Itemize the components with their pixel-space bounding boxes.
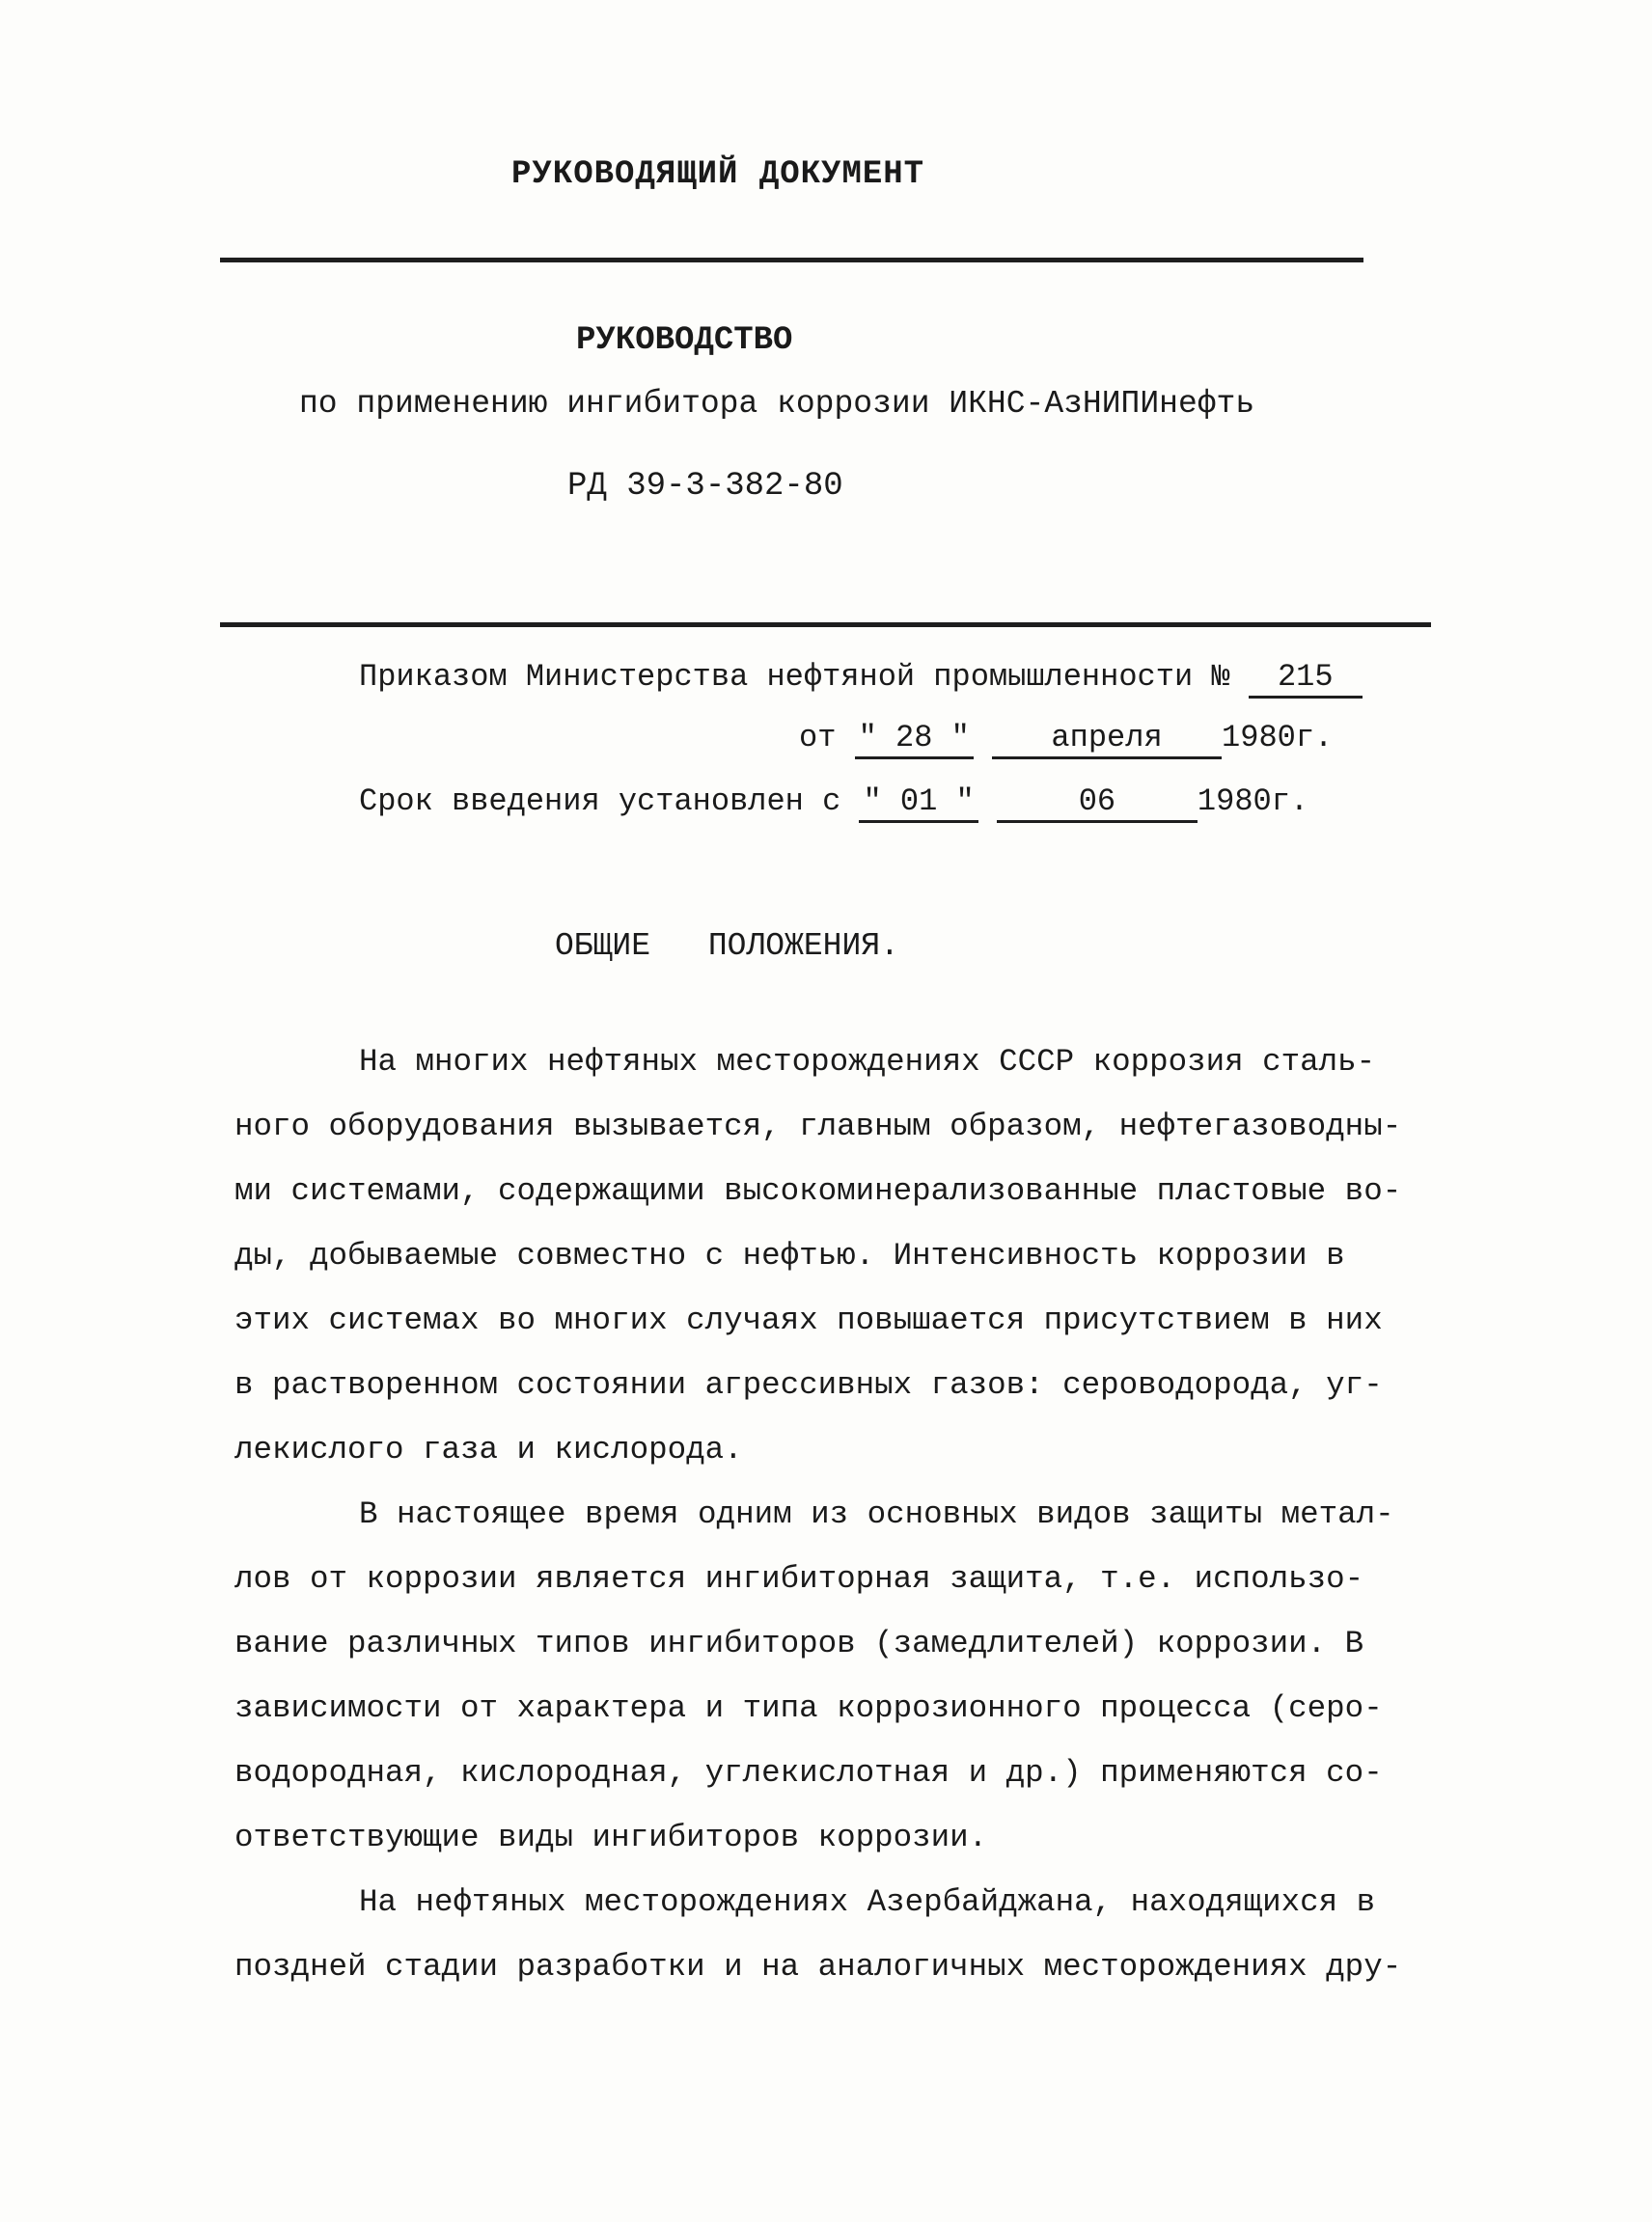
body-line: ного оборудования вызывается, главным образом, нефтегазоводны- [234,1109,1402,1144]
document-type-heading: РУКОВОДЯЩИЙ ДОКУМЕНТ [511,156,925,193]
guide-subtitle: по применению ингибитора коррозии ИКНС-АзНИПИнефть [299,386,1255,422]
order-date-year: 1980г. [1222,720,1334,755]
effective-day: " 01 " [859,784,977,823]
body-line: в растворенном состоянии агрессивных газов: сероводорода, уг- [234,1367,1383,1403]
document-code: РД 39-3-382-80 [567,468,843,505]
order-prefix: Приказом Министерства нефтяной промышленности № [359,659,1230,695]
body-line: В настоящее время одним из основных видов защиты метал- [359,1496,1394,1532]
guide-title: РУКОВОДСТВО [576,322,793,359]
body-line: вание различных типов ингибиторов (замедлителей) коррозии. В [234,1626,1364,1661]
body-line: этих системах во многих случаях повышается присутствием в них [234,1303,1383,1338]
order-line [359,659,1363,699]
effective-year: 1980г. [1197,783,1309,819]
body-line: водородная, кислородная, углекислотная и др.) применяются со- [234,1755,1383,1791]
order-date-prefix: от [799,720,837,755]
order-date-line [799,720,1333,759]
body-line: поздней стадии разработки и на аналогичных месторождениях дру- [234,1949,1402,1985]
order-date-month: апреля [992,721,1222,759]
effective-date-line [359,783,1308,823]
body-line: лекислого газа и кислорода. [234,1432,743,1468]
effective-month: 06 [997,784,1198,823]
order-date-day: " 28 " [855,721,974,759]
body-line: На нефтяных месторождениях Азербайджана, находящихся в [359,1884,1376,1920]
effective-prefix: Срок введения установлен с [359,783,841,819]
body-line: зависимости от характера и типа коррозионного процесса (серо- [234,1690,1383,1726]
section-heading: ОБЩИЕ ПОЛОЖЕНИЯ. [555,928,899,964]
top-divider [220,258,1363,262]
second-divider [220,622,1431,627]
body-line: ответствующие виды ингибиторов коррозии. [234,1820,988,1855]
body-line: лов от коррозии является ингибиторная защита, т.е. использо- [234,1561,1364,1597]
body-line: ды, добываемые совместно с нефтью. Интенсивность коррозии в [234,1238,1345,1274]
order-number: 215 [1249,660,1363,699]
body-line: ми системами, содержащими высокоминерализованные пластовые во- [234,1173,1402,1209]
body-line: На многих нефтяных месторождениях СССР коррозия сталь- [359,1044,1376,1080]
